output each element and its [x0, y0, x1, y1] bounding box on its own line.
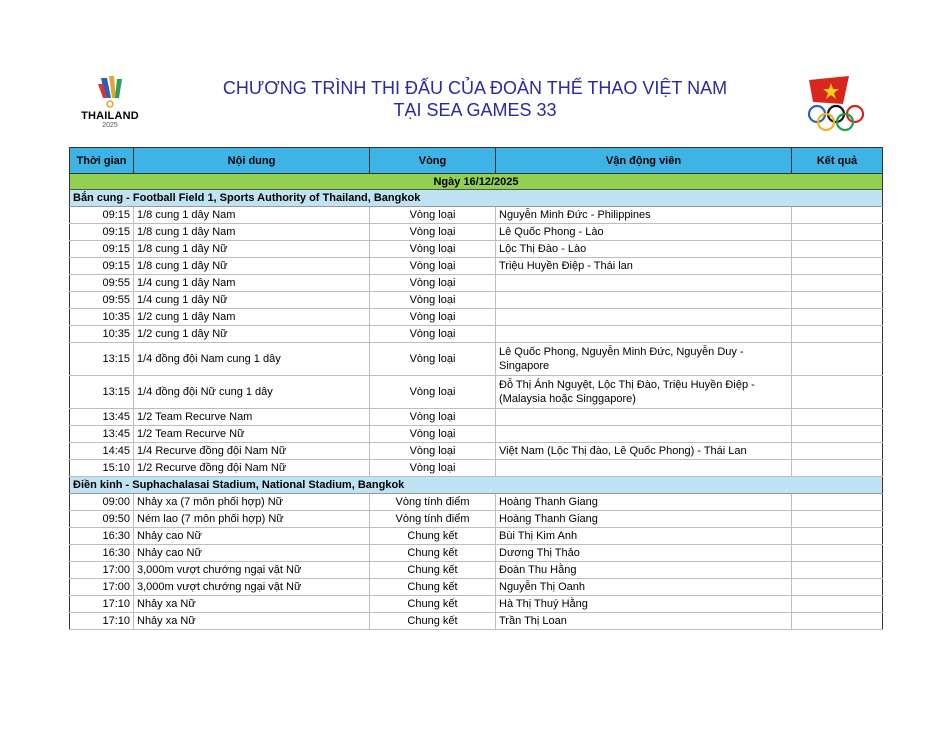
cell-time: 13:15	[70, 343, 134, 376]
cell-athletes: Việt Nam (Lộc Thị đào, Lê Quốc Phong) - Thái Lan	[496, 443, 792, 460]
table-row	[70, 343, 883, 376]
cell-athletes	[496, 460, 792, 477]
cell-result	[792, 258, 883, 275]
table-row	[70, 224, 883, 241]
section-row	[70, 477, 883, 494]
logo-country-text: THAILAND	[81, 110, 139, 122]
cell-event: 1/4 Recurve đồng đội Nam Nữ	[134, 443, 370, 460]
cell-event: Nhảy cao Nữ	[134, 545, 370, 562]
cell-round: Vòng loại	[370, 309, 496, 326]
cell-result	[792, 596, 883, 613]
cell-event: 1/8 cung 1 dây Nữ	[134, 258, 370, 275]
cell-event: 3,000m vượt chướng ngại vật Nữ	[134, 562, 370, 579]
cell-event: 1/8 cung 1 dây Nữ	[134, 241, 370, 258]
cell-round: Vòng loại	[370, 426, 496, 443]
table-row	[70, 460, 883, 477]
table-row	[70, 579, 883, 596]
cell-result	[792, 579, 883, 596]
cell-round: Vòng loại	[370, 376, 496, 409]
cell-athletes: Đỗ Thị Ánh Nguyệt, Lộc Thị Đào, Triệu Huyền Điệp - (Malaysia hoặc Singgapore)	[496, 376, 792, 409]
cell-time: 13:15	[70, 376, 134, 409]
cell-result	[792, 511, 883, 528]
cell-result	[792, 562, 883, 579]
cell-event: Nhảy xa Nữ	[134, 613, 370, 630]
cell-event: Ném lao (7 môn phối hợp) Nữ	[134, 511, 370, 528]
table-row	[70, 443, 883, 460]
cell-athletes: Nguyễn Thị Oanh	[496, 579, 792, 596]
table-row	[70, 511, 883, 528]
cell-result	[792, 376, 883, 409]
cell-athletes: Dương Thị Thảo	[496, 545, 792, 562]
table-row	[70, 376, 883, 409]
olympic-rings-flag-icon	[805, 76, 871, 134]
cell-round: Vòng loại	[370, 207, 496, 224]
cell-result	[792, 275, 883, 292]
section-title: Điền kinh - Suphachalasai Stadium, National Stadium, Bangkok	[70, 477, 883, 494]
cell-event: Nhảy cao Nữ	[134, 528, 370, 545]
column-header-athletes: Vận động viên	[496, 148, 792, 174]
cell-event: 3,000m vượt chướng ngại vật Nữ	[134, 579, 370, 596]
cell-result	[792, 545, 883, 562]
table-row	[70, 326, 883, 343]
date-row	[70, 174, 883, 190]
date-label: Ngày 16/12/2025	[70, 174, 883, 190]
cell-result	[792, 443, 883, 460]
cell-round: Vòng loại	[370, 258, 496, 275]
cell-athletes: Bùi Thị Kim Anh	[496, 528, 792, 545]
cell-result	[792, 409, 883, 426]
table-row	[70, 292, 883, 309]
cell-time: 13:45	[70, 409, 134, 426]
cell-time: 09:15	[70, 224, 134, 241]
table-header-row	[70, 148, 883, 174]
cell-athletes: Đoàn Thu Hằng	[496, 562, 792, 579]
section-row	[70, 190, 883, 207]
page-title: CHƯƠNG TRÌNH THI ĐẤU CỦA ĐOÀN THỂ THAO VIỆT NAM	[222, 78, 728, 98]
cell-time: 13:45	[70, 426, 134, 443]
cell-result	[792, 326, 883, 343]
cell-round: Chung kết	[370, 579, 496, 596]
column-header-time: Thời gian	[70, 148, 134, 174]
table-row	[70, 258, 883, 275]
cell-time: 16:30	[70, 545, 134, 562]
cell-event: 1/2 Team Recurve Nữ	[134, 426, 370, 443]
cell-round: Vòng loại	[370, 292, 496, 309]
cell-round: Vòng loại	[370, 326, 496, 343]
cell-round: Vòng loại	[370, 460, 496, 477]
table-row	[70, 409, 883, 426]
cell-event: 1/4 đồng đội Nữ cung 1 dây	[134, 376, 370, 409]
cell-time: 16:30	[70, 528, 134, 545]
cell-round: Vòng loại	[370, 275, 496, 292]
cell-event: Nhảy xa (7 môn phối hợp) Nữ	[134, 494, 370, 511]
cell-round: Vòng loại	[370, 343, 496, 376]
cell-time: 17:00	[70, 579, 134, 596]
cell-time: 15:10	[70, 460, 134, 477]
cell-athletes	[496, 409, 792, 426]
cell-round: Vòng tính điểm	[370, 511, 496, 528]
cell-time: 09:15	[70, 241, 134, 258]
cell-result	[792, 224, 883, 241]
cell-event: 1/4 cung 1 dây Nữ	[134, 292, 370, 309]
cell-athletes: Hoàng Thanh Giang	[496, 494, 792, 511]
cell-athletes	[496, 292, 792, 309]
cell-result	[792, 309, 883, 326]
cell-result	[792, 343, 883, 376]
cell-athletes	[496, 275, 792, 292]
table-row	[70, 426, 883, 443]
cell-round: Vòng loại	[370, 224, 496, 241]
cell-athletes: Lê Quốc Phong - Lào	[496, 224, 792, 241]
cell-time: 10:35	[70, 326, 134, 343]
vietnam-olympic-logo	[805, 76, 871, 134]
cell-athletes: Triệu Huyền Điệp - Thái lan	[496, 258, 792, 275]
cell-time: 10:35	[70, 309, 134, 326]
sea-games-emblem-icon	[75, 74, 145, 110]
table-row	[70, 207, 883, 224]
cell-event: 1/4 cung 1 dây Nam	[134, 275, 370, 292]
cell-round: Chung kết	[370, 596, 496, 613]
cell-result	[792, 528, 883, 545]
cell-event: 1/4 đồng đội Nam cung 1 dây	[134, 343, 370, 376]
schedule-body	[70, 174, 883, 630]
cell-round: Vòng loại	[370, 241, 496, 258]
logo-year-text: 2025	[102, 122, 118, 129]
table-row	[70, 494, 883, 511]
cell-athletes	[496, 426, 792, 443]
cell-round: Chung kết	[370, 545, 496, 562]
table-row	[70, 596, 883, 613]
cell-event: 1/8 cung 1 dây Nam	[134, 207, 370, 224]
cell-athletes: Lê Quốc Phong, Nguyễn Minh Đức, Nguyễn Duy - Singapore	[496, 343, 792, 376]
cell-athletes: Hà Thị Thuý Hằng	[496, 596, 792, 613]
page-subtitle: TẠI SEA GAMES 33	[393, 100, 557, 120]
sea-games-logo	[75, 74, 145, 132]
cell-time: 14:45	[70, 443, 134, 460]
cell-event: 1/2 cung 1 dây Nam	[134, 309, 370, 326]
cell-athletes	[496, 326, 792, 343]
schedule-table	[69, 147, 883, 630]
cell-time: 09:55	[70, 292, 134, 309]
column-header-round: Vòng	[370, 148, 496, 174]
cell-athletes: Nguyễn Minh Đức - Philippines	[496, 207, 792, 224]
cell-time: 09:15	[70, 258, 134, 275]
cell-result	[792, 426, 883, 443]
cell-time: 17:00	[70, 562, 134, 579]
cell-result	[792, 241, 883, 258]
cell-result	[792, 494, 883, 511]
column-header-result: Kết quả	[792, 148, 883, 174]
cell-round: Vòng loại	[370, 409, 496, 426]
table-row	[70, 613, 883, 630]
cell-event: 1/2 Team Recurve Nam	[134, 409, 370, 426]
cell-event: 1/8 cung 1 dây Nam	[134, 224, 370, 241]
cell-time: 09:15	[70, 207, 134, 224]
table-row	[70, 562, 883, 579]
cell-time: 09:00	[70, 494, 134, 511]
table-row	[70, 309, 883, 326]
section-title: Bắn cung - Football Field 1, Sports Authority of Thailand, Bangkok	[70, 190, 883, 207]
cell-round: Chung kết	[370, 528, 496, 545]
cell-round: Vòng loại	[370, 443, 496, 460]
table-row	[70, 528, 883, 545]
cell-event: 1/2 cung 1 dây Nữ	[134, 326, 370, 343]
cell-athletes: Hoàng Thanh Giang	[496, 511, 792, 528]
cell-round: Chung kết	[370, 613, 496, 630]
cell-round: Chung kết	[370, 562, 496, 579]
table-row	[70, 545, 883, 562]
cell-time: 09:55	[70, 275, 134, 292]
cell-athletes	[496, 309, 792, 326]
cell-athletes: Lộc Thị Đào - Lào	[496, 241, 792, 258]
cell-time: 17:10	[70, 596, 134, 613]
cell-athletes: Trần Thị Loan	[496, 613, 792, 630]
table-row	[70, 241, 883, 258]
cell-time: 09:50	[70, 511, 134, 528]
table-row	[70, 275, 883, 292]
cell-round: Vòng tính điểm	[370, 494, 496, 511]
cell-event: Nhảy xa Nữ	[134, 596, 370, 613]
cell-result	[792, 460, 883, 477]
cell-time: 17:10	[70, 613, 134, 630]
cell-event: 1/2 Recurve đồng đội Nam Nữ	[134, 460, 370, 477]
column-header-event: Nội dung	[134, 148, 370, 174]
cell-result	[792, 207, 883, 224]
cell-result	[792, 292, 883, 309]
cell-result	[792, 613, 883, 630]
